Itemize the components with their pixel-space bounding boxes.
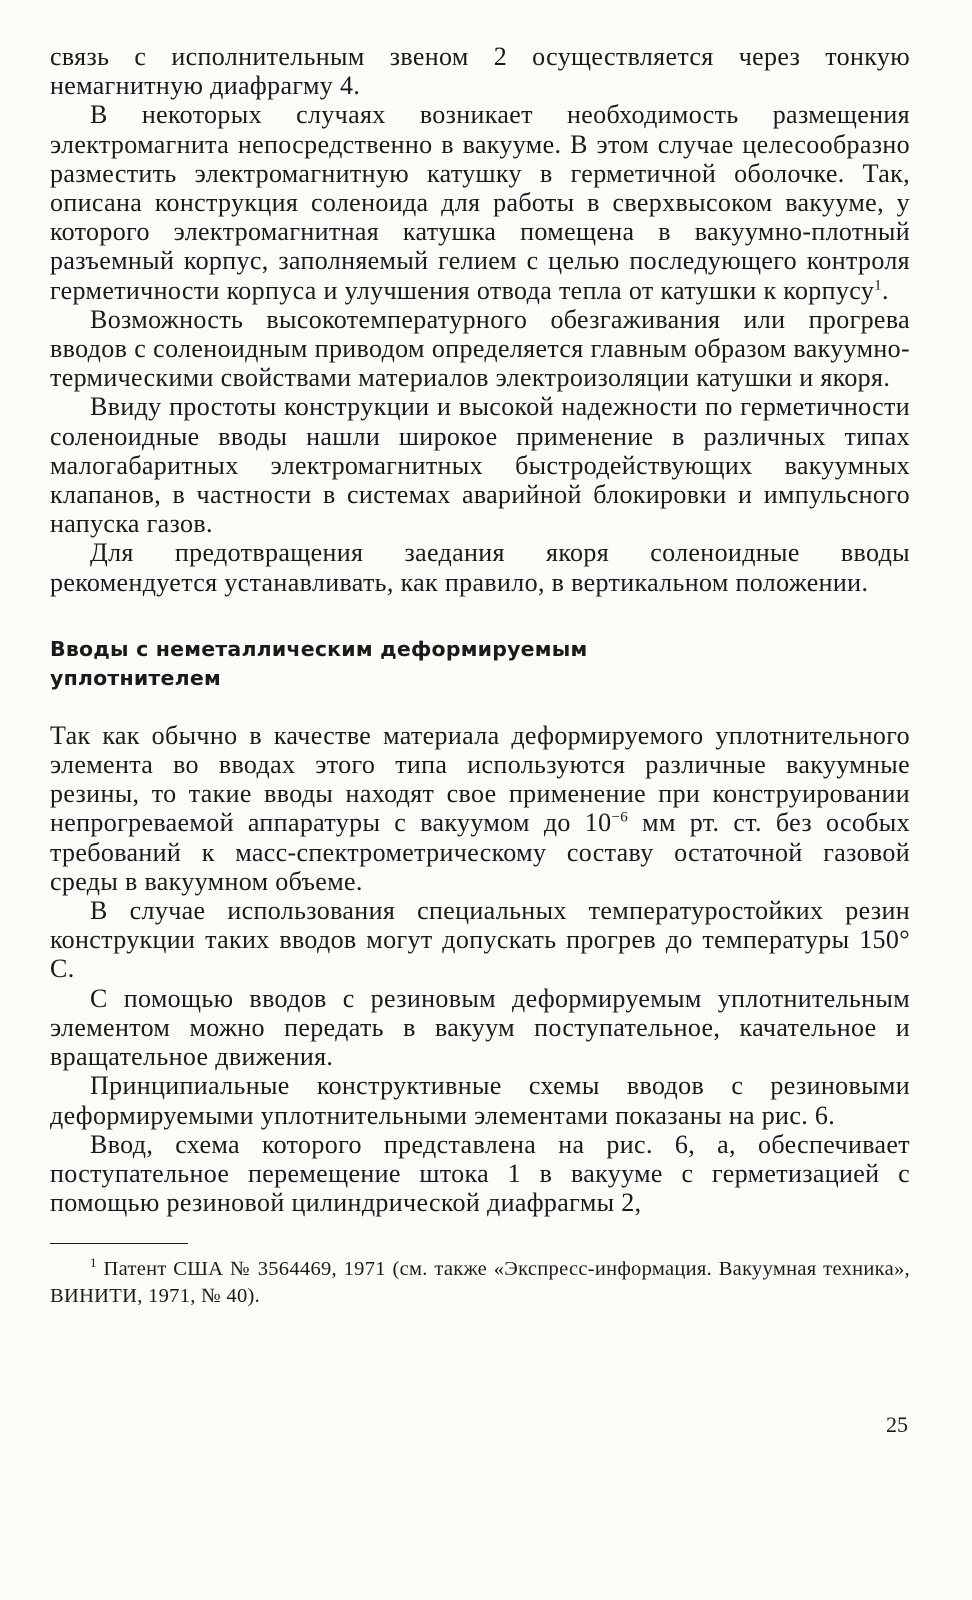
section-heading — [50, 635, 910, 693]
page-number: 25 — [886, 1412, 908, 1437]
paragraph-text: Так как обычно в качестве материала деформируемого уплотнительного элемента во вводах этого типа используются различные вакуумные резины, то такие вводы находят свое применение при конструировании непрогреваемой аппаратуры с вакуумом до 10 — [50, 720, 910, 838]
paragraph: Принципиальные конструктивные схемы вводов с резиновыми деформируемыми уплотнительными элементами показаны на рис. 6. — [50, 1071, 910, 1130]
section-heading-line: уплотнителем — [50, 665, 221, 690]
sentence-end: . — [882, 275, 889, 305]
text-block-top — [50, 42, 910, 597]
paragraph: Возможность высокотемпературного обезгаживания или прогрева вводов с соленоидным приводом определяется главным образом вакуумно-термическими свойствами материалов электроизоляции катушки и якоря. — [50, 304, 910, 393]
footnote-mark: 1 — [90, 1255, 97, 1271]
exponent: −6 — [611, 809, 629, 826]
footnote-reference: 1 — [874, 276, 883, 293]
paragraph: Для предотвращения заедания якоря соленоидные вводы рекомендуется устанавливать, как правило, в вертикальном положении. — [50, 538, 910, 597]
paragraph — [50, 721, 910, 896]
text-block-bottom — [50, 721, 910, 1217]
section-heading-line: Вводы с неметаллическим деформируемым — [50, 636, 588, 661]
paragraph: Ввиду простоты конструкции и высокой надежности по герметичности соленоидные вводы нашли широкое применение в различных типах малогабаритных электромагнитных быстродействующих вакуумных клапанов, в частности в системах аварийной блокировки и импульсного напуска газов. — [50, 392, 910, 539]
paragraph-text: мм рт. ст. без особых требований к масс-спектрометрическому составу остаточной газовой среды в вакуумном объеме. — [50, 808, 910, 896]
paragraph: связь с исполнительным звеном 2 осуществляется через тонкую немагнитную диафрагму 4. — [50, 42, 910, 101]
paragraph: С помощью вводов с резиновым деформируемым уплотнительным элементом можно передать в вакуум поступательное, качательное и вращательное движения. — [50, 983, 910, 1072]
footnote-text: Патент США № 3564469, 1971 (см. также «Экспресс-информация. Вакуумная техника», ВИНИТИ, 1971, № 40). — [50, 1258, 910, 1308]
footnote — [50, 1256, 910, 1310]
paragraph-text: В некоторых случаях возникает необходимость размещения электромагнита непосредственно в вакууме. В этом случае целесообразно разместить электромагнитную катушку в герметичной оболочке. Так, описана конструкция соленоида для работы в сверхвысоком вакууме, у которого электромагнитная катушка помещена в вакуумно-плотный разъемный корпус, заполняемый гелием с целью последующего контроля герметичности корпуса и улучшения отвода тепла от катушки к корпусу — [50, 100, 910, 305]
footnote-divider — [50, 1243, 188, 1244]
paragraph: В случае использования специальных температуростойких резин конструкции таких вводов могут допускать прогрев до температуры 150° С. — [50, 896, 910, 984]
paragraph — [50, 100, 910, 304]
paragraph: Ввод, схема которого представлена на рис. 6, а, обеспечивает поступательное перемещение штока 1 в вакууме с герметизацией с помощью резиновой цилиндрической диафрагмы 2, — [50, 1129, 910, 1218]
